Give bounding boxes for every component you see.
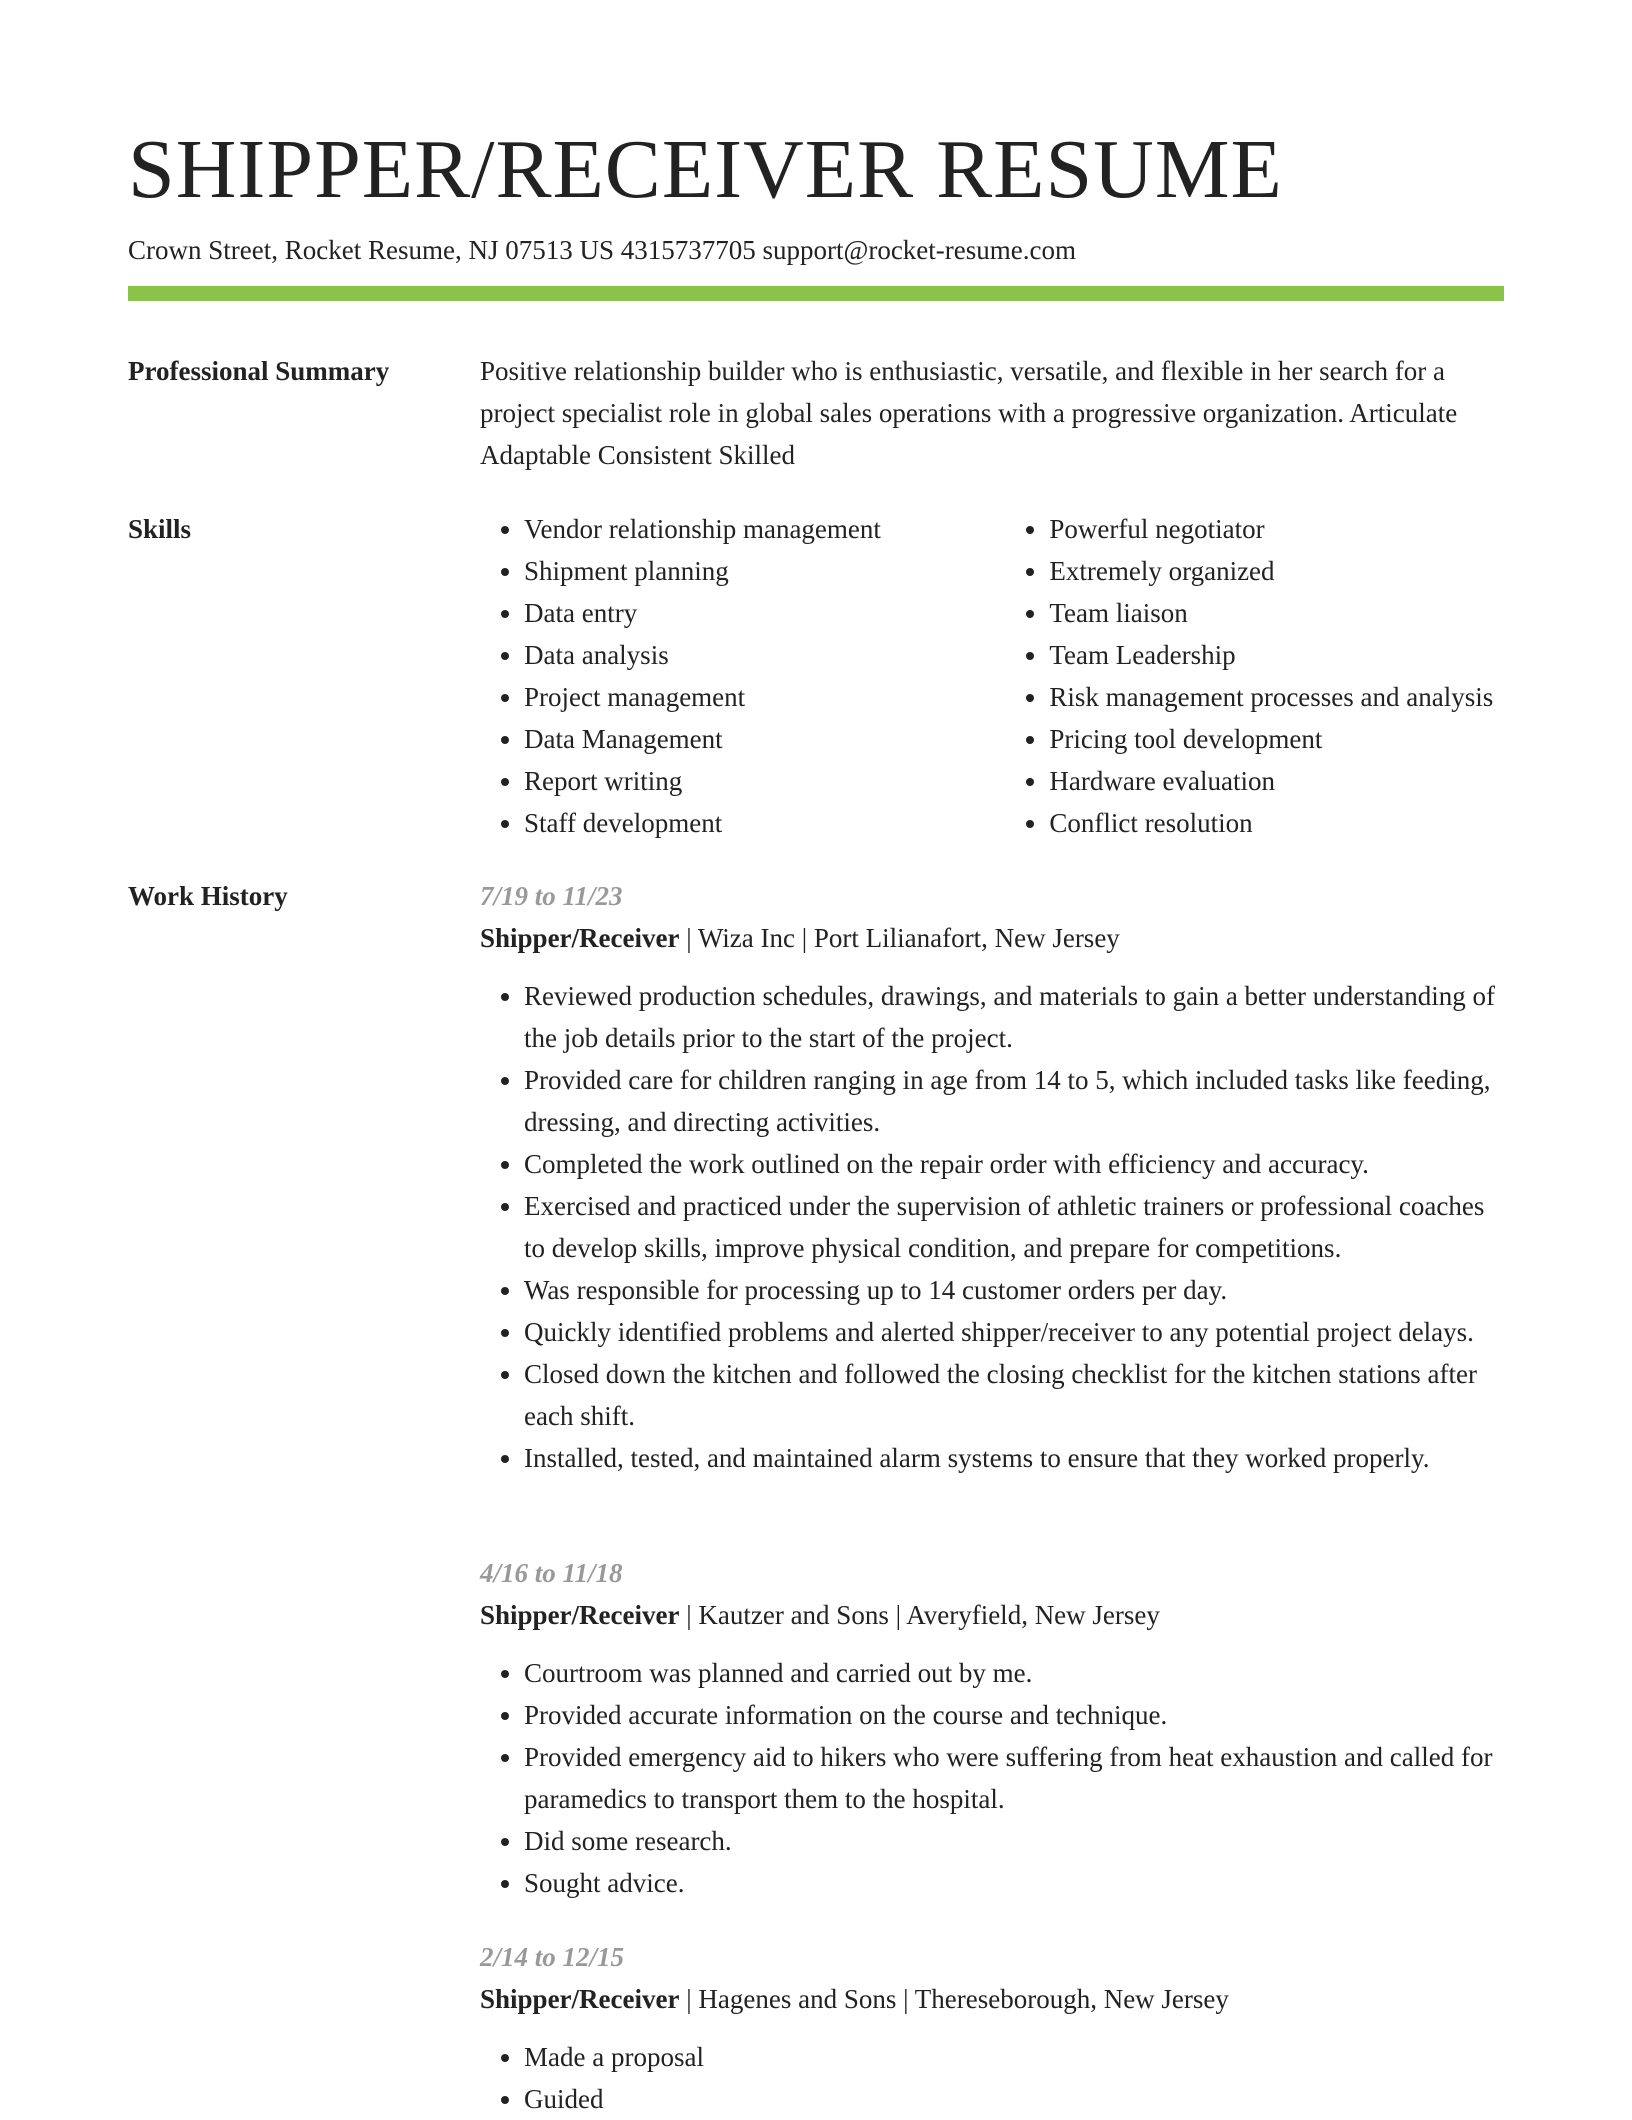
job-bullet: • Was responsible for processing up to 14 customer orders per day. xyxy=(524,1269,1504,1311)
job-bullet: • Exercised and practiced under the supervision of athletic trainers or professional coaches to develop skills, improve physical condition, and prepare for competitions. xyxy=(524,1185,1504,1269)
job-entry xyxy=(480,1936,1504,2120)
skill-item: • Data entry xyxy=(524,592,1005,634)
skill-item: • Report writing xyxy=(524,760,1005,802)
job-title: Shipper/Receiver xyxy=(480,923,680,953)
job-bullet: • Reviewed production schedules, drawings, and materials to gain a better understanding of the job details prior to the start of the project. xyxy=(524,975,1504,1059)
job-title: Shipper/Receiver xyxy=(480,1984,680,2014)
job-dates: 4/16 to 11/18 xyxy=(480,1558,623,1588)
job-bullet: • Closed down the kitchen and followed the closing checklist for the kitchen stations after each shift. xyxy=(524,1353,1504,1437)
job-employer-location: | Wiza Inc | Port Lilianafort, New Jersey xyxy=(679,923,1120,953)
job-bullet: • Did some research. xyxy=(524,1820,1504,1862)
skill-item: • Shipment planning xyxy=(524,550,1005,592)
job-bullet: • Completed the work outlined on the repair order with efficiency and accuracy. xyxy=(524,1143,1504,1185)
skills-list-left xyxy=(480,508,1005,844)
job-bullet-list xyxy=(480,975,1504,1479)
job-bullet-list xyxy=(480,2036,1504,2120)
skill-item: • Data analysis xyxy=(524,634,1005,676)
job-bullet: • Sought advice. xyxy=(524,1862,1504,1904)
job-bullet: • Courtroom was planned and carried out by me. xyxy=(524,1652,1504,1694)
job-heading xyxy=(480,917,1504,959)
skills-body xyxy=(480,508,1504,844)
job-bullet: • Quickly identified problems and alerted shipper/receiver to any potential project delays. xyxy=(524,1311,1504,1353)
job-bullet: • Provided emergency aid to hikers who were suffering from heat exhaustion and called for paramedics to transport them to the hospital. xyxy=(524,1736,1504,1820)
skill-item: • Team liaison xyxy=(1049,592,1504,634)
job-bullet: • Guided xyxy=(524,2078,1504,2120)
job-bullet: • Installed, tested, and maintained alarm systems to ensure that they worked properly. xyxy=(524,1437,1504,1479)
skill-item: • Powerful negotiator xyxy=(1049,508,1504,550)
job-bullet: • Made a proposal xyxy=(524,2036,1504,2078)
job-title: Shipper/Receiver xyxy=(480,1600,680,1630)
job-entry xyxy=(480,875,1504,1479)
skill-item: • Vendor relationship management xyxy=(524,508,1005,550)
skill-item: • Pricing tool development xyxy=(1049,718,1504,760)
job-dates: 2/14 to 12/15 xyxy=(480,1942,625,1972)
skill-item: • Project management xyxy=(524,676,1005,718)
job-bullet: • Provided accurate information on the course and technique. xyxy=(524,1694,1504,1736)
skill-item: • Data Management xyxy=(524,718,1005,760)
job-entry xyxy=(480,1552,1504,1904)
section-label-summary: Professional Summary xyxy=(128,356,390,386)
skill-item: • Staff development xyxy=(524,802,1005,844)
skill-item: • Team Leadership xyxy=(1049,634,1504,676)
skill-item: • Risk management processes and analysis xyxy=(1049,676,1504,718)
contact-info: Crown Street, Rocket Resume, NJ 07513 US 4315737705 support@rocket-resume.com xyxy=(128,235,1076,265)
skill-item: • Conflict resolution xyxy=(1049,802,1504,844)
summary-text: Positive relationship builder who is enthusiastic, versatile, and flexible in her search for a project specialist role in global sales operations with a progressive organization. Articulate Adaptable Consistent Skilled xyxy=(480,356,1458,470)
accent-divider xyxy=(128,286,1504,301)
section-label-work-history: Work History xyxy=(128,881,288,911)
job-heading xyxy=(480,1978,1504,2020)
resume-title: SHIPPER/RECEIVER RESUME xyxy=(128,123,1283,216)
summary-body xyxy=(480,350,1504,476)
job-heading xyxy=(480,1594,1504,1636)
skill-item: • Hardware evaluation xyxy=(1049,760,1504,802)
job-employer-location: | Hagenes and Sons | Thereseborough, New Jersey xyxy=(679,1984,1229,2014)
skills-list-right xyxy=(1005,508,1504,844)
job-bullet: • Provided care for children ranging in age from 14 to 5, which included tasks like feeding, dressing, and directing activities. xyxy=(524,1059,1504,1143)
section-label-skills: Skills xyxy=(128,514,192,544)
job-bullet-list xyxy=(480,1652,1504,1904)
job-dates: 7/19 to 11/23 xyxy=(480,881,623,911)
skill-item: • Extremely organized xyxy=(1049,550,1504,592)
job-employer-location: | Kautzer and Sons | Averyfield, New Jersey xyxy=(679,1600,1160,1630)
